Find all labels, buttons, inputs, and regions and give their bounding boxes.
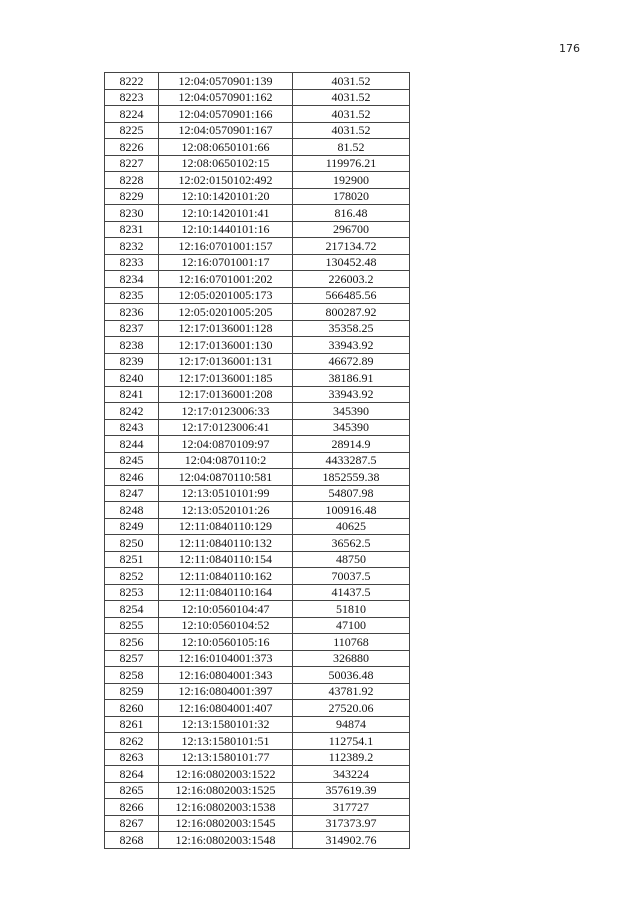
amount-cell: 4031.52 <box>292 73 409 90</box>
amount-cell: 41437.5 <box>292 584 409 601</box>
amount-cell: 110768 <box>292 634 409 651</box>
cadastral-number-cell: 12:04:0570901:167 <box>159 122 293 139</box>
amount-cell: 36562.5 <box>292 535 409 552</box>
table-row <box>105 733 410 750</box>
table-row <box>105 683 410 700</box>
amount-cell: 178020 <box>292 188 409 205</box>
table-row <box>105 766 410 783</box>
row-id-cell: 8240 <box>105 370 159 387</box>
table-row <box>105 782 410 799</box>
table-row <box>105 271 410 288</box>
table-row <box>105 485 410 502</box>
cadastral-number-cell: 12:10:0560104:52 <box>159 617 293 634</box>
cadastral-number-cell: 12:16:0701001:157 <box>159 238 293 255</box>
amount-cell: 130452.48 <box>292 254 409 271</box>
table-row <box>105 139 410 156</box>
amount-cell: 4031.52 <box>292 106 409 123</box>
table-row <box>105 815 410 832</box>
row-id-cell: 8268 <box>105 832 159 849</box>
amount-cell: 4031.52 <box>292 122 409 139</box>
cadastral-number-cell: 12:16:0802003:1548 <box>159 832 293 849</box>
cadastral-number-cell: 12:08:0650101:66 <box>159 139 293 156</box>
cadastral-number-cell: 12:04:0870110:581 <box>159 469 293 486</box>
amount-cell: 217134.72 <box>292 238 409 255</box>
amount-cell: 800287.92 <box>292 304 409 321</box>
table-row <box>105 452 410 469</box>
table-row <box>105 106 410 123</box>
amount-cell: 226003.2 <box>292 271 409 288</box>
cadastral-number-cell: 12:11:0840110:154 <box>159 551 293 568</box>
cadastral-number-cell: 12:16:0701001:202 <box>159 271 293 288</box>
amount-cell: 4433287.5 <box>292 452 409 469</box>
row-id-cell: 8222 <box>105 73 159 90</box>
row-id-cell: 8224 <box>105 106 159 123</box>
cadastral-number-cell: 12:10:1420101:20 <box>159 188 293 205</box>
cadastral-number-cell: 12:17:0123006:33 <box>159 403 293 420</box>
cadastral-number-cell: 12:16:0804001:397 <box>159 683 293 700</box>
records-table <box>104 72 410 849</box>
amount-cell: 40625 <box>292 518 409 535</box>
row-id-cell: 8249 <box>105 518 159 535</box>
row-id-cell: 8263 <box>105 749 159 766</box>
row-id-cell: 8231 <box>105 221 159 238</box>
amount-cell: 100916.48 <box>292 502 409 519</box>
amount-cell: 566485.56 <box>292 287 409 304</box>
table-row <box>105 535 410 552</box>
amount-cell: 33943.92 <box>292 386 409 403</box>
amount-cell: 38186.91 <box>292 370 409 387</box>
table-row <box>105 518 410 535</box>
table-row <box>105 205 410 222</box>
cadastral-number-cell: 12:13:0520101:26 <box>159 502 293 519</box>
table-row <box>105 403 410 420</box>
cadastral-number-cell: 12:04:0570901:139 <box>159 73 293 90</box>
amount-cell: 343224 <box>292 766 409 783</box>
table-row <box>105 73 410 90</box>
amount-cell: 119976.21 <box>292 155 409 172</box>
row-id-cell: 8241 <box>105 386 159 403</box>
table-row <box>105 122 410 139</box>
cadastral-number-cell: 12:04:0870110:2 <box>159 452 293 469</box>
table-row <box>105 551 410 568</box>
table-row <box>105 370 410 387</box>
amount-cell: 50036.48 <box>292 667 409 684</box>
row-id-cell: 8232 <box>105 238 159 255</box>
table-row <box>105 469 410 486</box>
amount-cell: 296700 <box>292 221 409 238</box>
table-row <box>105 188 410 205</box>
cadastral-number-cell: 12:13:1580101:51 <box>159 733 293 750</box>
cadastral-number-cell: 12:17:0136001:208 <box>159 386 293 403</box>
table-row <box>105 353 410 370</box>
table-row <box>105 667 410 684</box>
amount-cell: 345390 <box>292 419 409 436</box>
cadastral-number-cell: 12:13:0510101:99 <box>159 485 293 502</box>
amount-cell: 43781.92 <box>292 683 409 700</box>
row-id-cell: 8242 <box>105 403 159 420</box>
amount-cell: 81.52 <box>292 139 409 156</box>
page-number: 176 <box>559 42 580 55</box>
row-id-cell: 8251 <box>105 551 159 568</box>
cadastral-number-cell: 12:16:0802003:1525 <box>159 782 293 799</box>
row-id-cell: 8246 <box>105 469 159 486</box>
row-id-cell: 8254 <box>105 601 159 618</box>
row-id-cell: 8267 <box>105 815 159 832</box>
cadastral-number-cell: 12:04:0570901:166 <box>159 106 293 123</box>
table-row <box>105 601 410 618</box>
table-row <box>105 221 410 238</box>
cadastral-number-cell: 12:16:0804001:407 <box>159 700 293 717</box>
amount-cell: 35358.25 <box>292 320 409 337</box>
row-id-cell: 8255 <box>105 617 159 634</box>
cadastral-number-cell: 12:16:0701001:17 <box>159 254 293 271</box>
cadastral-number-cell: 12:10:0560105:16 <box>159 634 293 651</box>
cadastral-number-cell: 12:04:0870109:97 <box>159 436 293 453</box>
row-id-cell: 8238 <box>105 337 159 354</box>
amount-cell: 48750 <box>292 551 409 568</box>
table-row <box>105 617 410 634</box>
table-row <box>105 568 410 585</box>
cadastral-number-cell: 12:11:0840110:129 <box>159 518 293 535</box>
amount-cell: 4031.52 <box>292 89 409 106</box>
cadastral-number-cell: 12:05:0201005:205 <box>159 304 293 321</box>
cadastral-number-cell: 12:11:0840110:132 <box>159 535 293 552</box>
table-row <box>105 320 410 337</box>
cadastral-number-cell: 12:16:0802003:1538 <box>159 799 293 816</box>
amount-cell: 54807.98 <box>292 485 409 502</box>
table-row <box>105 172 410 189</box>
cadastral-number-cell: 12:16:0804001:343 <box>159 667 293 684</box>
row-id-cell: 8253 <box>105 584 159 601</box>
row-id-cell: 8223 <box>105 89 159 106</box>
table-row <box>105 386 410 403</box>
row-id-cell: 8226 <box>105 139 159 156</box>
table-row <box>105 700 410 717</box>
row-id-cell: 8259 <box>105 683 159 700</box>
table-row <box>105 799 410 816</box>
records-table-body <box>105 73 410 849</box>
cadastral-number-cell: 12:13:1580101:77 <box>159 749 293 766</box>
cadastral-number-cell: 12:17:0123006:41 <box>159 419 293 436</box>
amount-cell: 192900 <box>292 172 409 189</box>
row-id-cell: 8248 <box>105 502 159 519</box>
table-row <box>105 287 410 304</box>
row-id-cell: 8264 <box>105 766 159 783</box>
amount-cell: 112754.1 <box>292 733 409 750</box>
table-row <box>105 634 410 651</box>
table-row <box>105 584 410 601</box>
row-id-cell: 8265 <box>105 782 159 799</box>
amount-cell: 317727 <box>292 799 409 816</box>
amount-cell: 47100 <box>292 617 409 634</box>
row-id-cell: 8243 <box>105 419 159 436</box>
cadastral-number-cell: 12:04:0570901:162 <box>159 89 293 106</box>
amount-cell: 27520.06 <box>292 700 409 717</box>
table-row <box>105 304 410 321</box>
row-id-cell: 8245 <box>105 452 159 469</box>
table-row <box>105 238 410 255</box>
row-id-cell: 8257 <box>105 650 159 667</box>
cadastral-number-cell: 12:17:0136001:128 <box>159 320 293 337</box>
row-id-cell: 8235 <box>105 287 159 304</box>
cadastral-number-cell: 12:10:1420101:41 <box>159 205 293 222</box>
row-id-cell: 8229 <box>105 188 159 205</box>
row-id-cell: 8250 <box>105 535 159 552</box>
amount-cell: 357619.39 <box>292 782 409 799</box>
row-id-cell: 8260 <box>105 700 159 717</box>
cadastral-number-cell: 12:05:0201005:173 <box>159 287 293 304</box>
cadastral-number-cell: 12:17:0136001:185 <box>159 370 293 387</box>
row-id-cell: 8234 <box>105 271 159 288</box>
table-row <box>105 254 410 271</box>
cadastral-number-cell: 12:16:0802003:1522 <box>159 766 293 783</box>
table-row <box>105 155 410 172</box>
cadastral-number-cell: 12:16:0802003:1545 <box>159 815 293 832</box>
amount-cell: 317373.97 <box>292 815 409 832</box>
cadastral-number-cell: 12:13:1580101:32 <box>159 716 293 733</box>
table-row <box>105 89 410 106</box>
row-id-cell: 8247 <box>105 485 159 502</box>
amount-cell: 70037.5 <box>292 568 409 585</box>
table-row <box>105 716 410 733</box>
row-id-cell: 8227 <box>105 155 159 172</box>
amount-cell: 28914.9 <box>292 436 409 453</box>
cadastral-number-cell: 12:08:0650102:15 <box>159 155 293 172</box>
row-id-cell: 8258 <box>105 667 159 684</box>
row-id-cell: 8237 <box>105 320 159 337</box>
amount-cell: 1852559.38 <box>292 469 409 486</box>
row-id-cell: 8239 <box>105 353 159 370</box>
amount-cell: 94874 <box>292 716 409 733</box>
row-id-cell: 8233 <box>105 254 159 271</box>
cadastral-number-cell: 12:17:0136001:130 <box>159 337 293 354</box>
amount-cell: 816.48 <box>292 205 409 222</box>
row-id-cell: 8261 <box>105 716 159 733</box>
row-id-cell: 8252 <box>105 568 159 585</box>
row-id-cell: 8230 <box>105 205 159 222</box>
row-id-cell: 8262 <box>105 733 159 750</box>
table-row <box>105 337 410 354</box>
cadastral-number-cell: 12:16:0104001:373 <box>159 650 293 667</box>
cadastral-number-cell: 12:11:0840110:162 <box>159 568 293 585</box>
table-row <box>105 749 410 766</box>
table-row <box>105 832 410 849</box>
amount-cell: 326880 <box>292 650 409 667</box>
row-id-cell: 8228 <box>105 172 159 189</box>
cadastral-number-cell: 12:11:0840110:164 <box>159 584 293 601</box>
row-id-cell: 8256 <box>105 634 159 651</box>
amount-cell: 314902.76 <box>292 832 409 849</box>
cadastral-number-cell: 12:17:0136001:131 <box>159 353 293 370</box>
cadastral-number-cell: 12:02:0150102:492 <box>159 172 293 189</box>
amount-cell: 345390 <box>292 403 409 420</box>
amount-cell: 33943.92 <box>292 337 409 354</box>
table-row <box>105 436 410 453</box>
table-row <box>105 502 410 519</box>
amount-cell: 112389.2 <box>292 749 409 766</box>
row-id-cell: 8225 <box>105 122 159 139</box>
amount-cell: 46672.89 <box>292 353 409 370</box>
amount-cell: 51810 <box>292 601 409 618</box>
table-row <box>105 650 410 667</box>
cadastral-number-cell: 12:10:0560104:47 <box>159 601 293 618</box>
row-id-cell: 8236 <box>105 304 159 321</box>
cadastral-number-cell: 12:10:1440101:16 <box>159 221 293 238</box>
table-row <box>105 419 410 436</box>
row-id-cell: 8266 <box>105 799 159 816</box>
row-id-cell: 8244 <box>105 436 159 453</box>
